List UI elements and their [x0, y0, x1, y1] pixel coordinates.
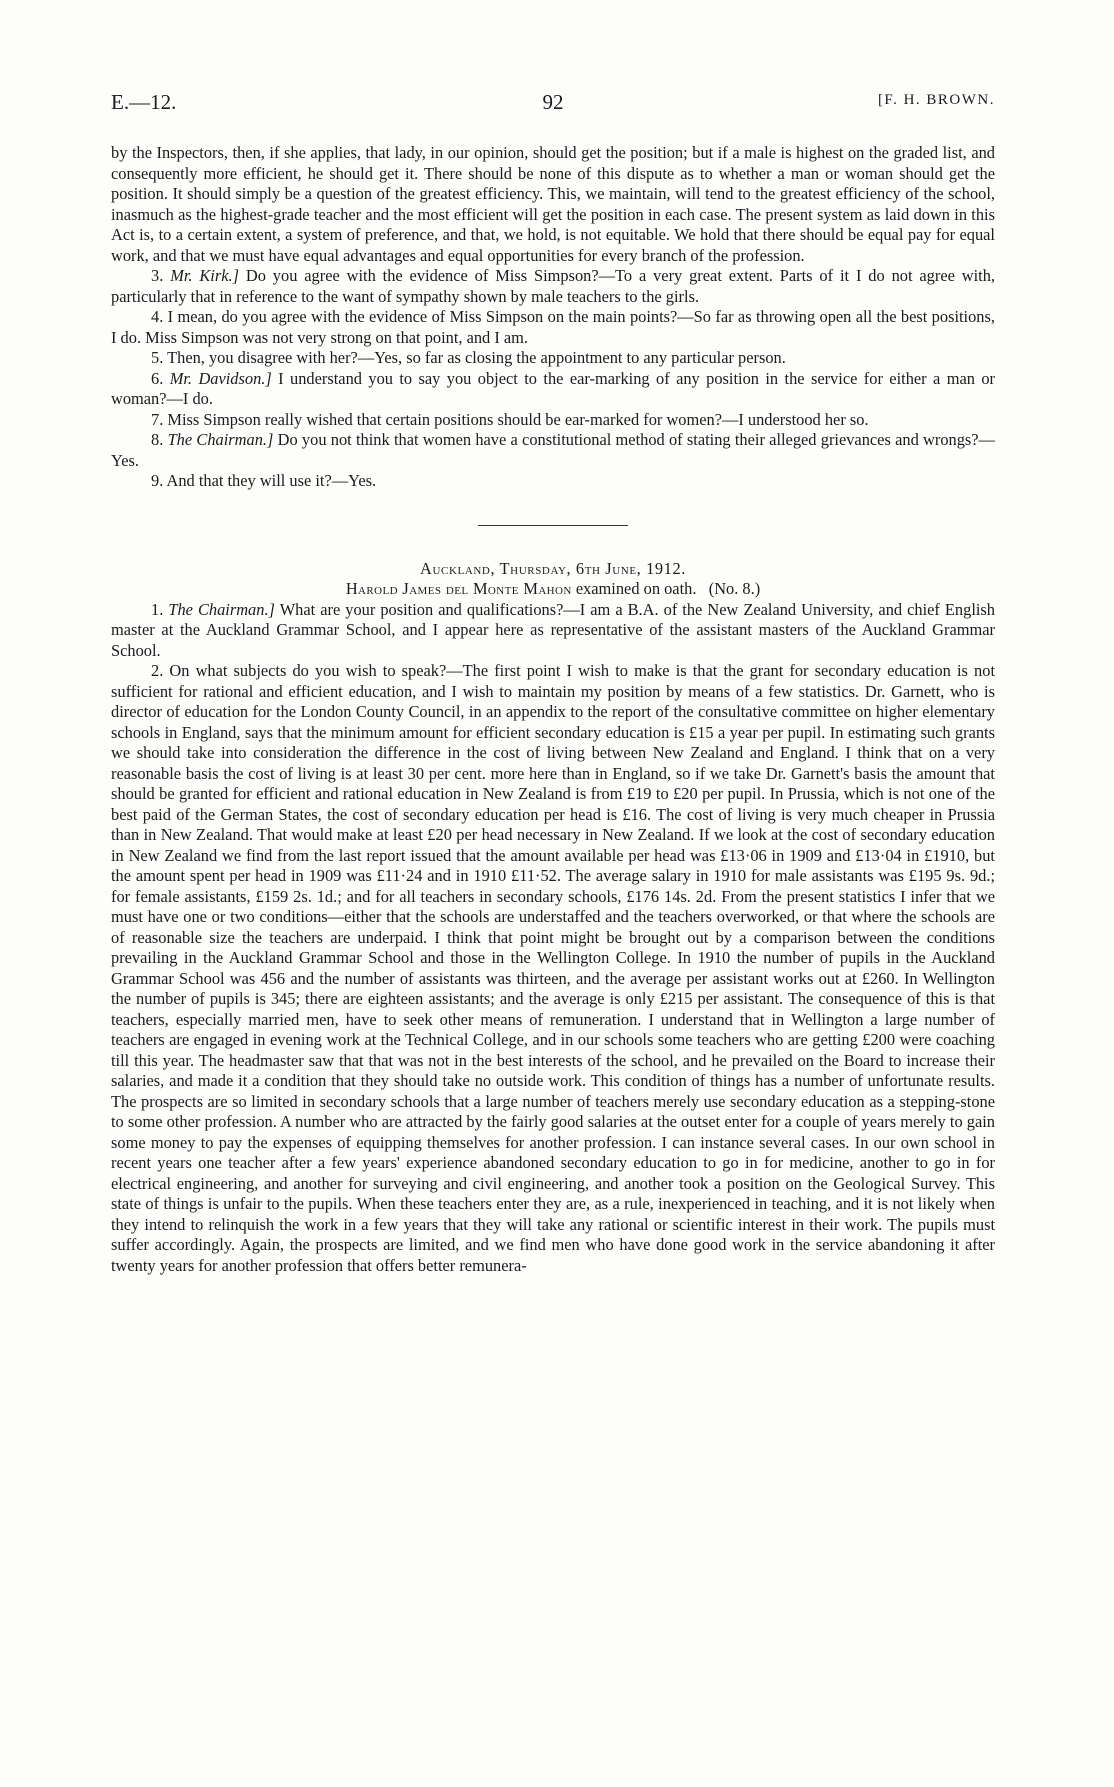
speaker-name: Mr. Kirk.]: [170, 266, 239, 285]
witness-oath: examined on oath.: [575, 579, 697, 598]
question-answer: [111, 661, 995, 1276]
question-number: 3.: [151, 266, 164, 285]
question-number: 5.: [151, 348, 164, 367]
question-text: Miss Simpson really wished that certain positions should be ear-marked for women?—I understood her so.: [167, 409, 869, 429]
question-answer: [111, 348, 995, 369]
question-number: 9.: [151, 471, 164, 490]
speaker-name: The Chairman.]: [167, 430, 274, 449]
question-text: And that they will use it?—Yes.: [166, 471, 377, 490]
question-answer: [111, 266, 995, 307]
question-answer: [111, 471, 995, 492]
question-number: 7.: [151, 409, 164, 429]
section-divider: [478, 525, 628, 526]
witness-running-head: [F. H. BROWN.: [877, 92, 995, 108]
question-answer: [111, 600, 995, 662]
report-reference: E.—12.: [111, 90, 177, 114]
speaker-name: Mr. Davidson.]: [169, 368, 272, 388]
question-number: 2.: [151, 661, 164, 680]
page-header: [111, 90, 995, 120]
question-text: What are your position and qualifications?—I am a B.A. of the New Zealand University, and chief English master at the Auckland Grammar School, and I appear here as representative of the assistant masters of the Auckland Grammar School.: [111, 599, 995, 660]
witness-heading: [111, 579, 995, 600]
page-number: 92: [542, 90, 564, 114]
speaker-name: The Chairman.]: [168, 599, 275, 619]
question-text: Then, you disagree with her?—Yes, so far as closing the appointment to any particular person.: [167, 348, 786, 367]
witness-number: (No. 8.): [708, 579, 761, 598]
question-answer: [111, 369, 995, 410]
question-text: I mean, do you agree with the evidence of Miss Simpson on the main points?—So far as throwing open all the best positions, I do. Miss Simpson was not very strong on that point, and I am.: [111, 307, 995, 347]
question-text: I understand you to say you object to the ear-marking of any position in the service for either a man or woman?—I do.: [111, 368, 995, 408]
question-text: On what subjects do you wish to speak?—The first point I wish to make is that the grant for secondary education is not sufficient for rational and efficient education, and I wish to maintain my position by means of a few statistics. Dr. Garnett, who is director of education for the London County Council, in an appendix to the report of the consultative committee on higher elementary schools in England, says that the minimum amount for efficient secondary education is £15 a year per pupil. In estimating such grants we should take into consideration the difference in the cost of living between New Zealand and England. I think that on a very reasonable basis the cost of living is at least 30 per cent. more here than in England, so if we take Dr. Garnett's basis the amount that should be granted for efficient and rational education in New Zealand is from £19 to £20 per pupil. In Prussia, which is not one of the best paid of the German States, the cost of secondary education per head is £16. The cost of living is very much cheaper in Prussia than in New Zealand. That would make at least £20 per head necessary in New Zealand. If we look at the cost of secondary education in New Zealand we find from the last report issued that the amount available per head was £13·06 in 1909 and £13·04 in £1910, but the amount spent per head in 1909 was £11·24 and in 1910 £11·52. The average salary in 1910 for male assistants was £195 9s. 9d.; for female assistants, £159 2s. 1d.; and for all teachers in secondary schools, £176 14s. 2d. From the present statistics I infer that we must have one or two conditions—either that the schools are understaffed and the teachers overworked, or that where the schools are of reasonable size the teachers are underpaid. I think that point might be brought out by a comparison between the conditions prevailing in the Auckland Grammar School and those in the Wellington College. In 1910 the number of pupils in the Auckland Grammar School was 456 and the number of assistants was thirteen, and the average per assistant works out at £260. In Wellington the number of pupils is 345; there are eighteen assistants; and the average is only £215 per assistant. The consequence of this is that teachers, especially married men, have to seek other means of remuneration. I understand that in Wellington a large number of teachers are engaged in evening work at the Technical College, and in our schools some teachers who are getting £200 were coaching till this year. The headmaster saw that that was not in the best interests of the school, and he prevailed on the Board to increase their salaries, and made it a condition that they should take no outside work. This condition of things has a number of unfortunate results. The prospects are so limited in secondary schools that a large number of teachers merely use secondary education as a stepping-stone to some other profession. A number who are attracted by the fairly good salaries at the outset enter for a couple of years merely to gain some money to pay the expenses of equipping themselves for another profession. I can instance several cases. In our own school in recent years one teacher after a few years' experience abandoned secondary education to go in for medicine, another to go in for electrical engineering, and another for surveying and civil engineering, and another took a position on the Geological Survey. This state of things is unfair to the pupils. When these teachers enter they are, as a rule, inexperienced in teaching, and it is not likely when they intend to relinquish the work in a few years that they will take any rational or scientific interest in their work. The pupils must suffer accordingly. Again, the prospects are limited, and we find men who have done good work in the service abandoning it after twenty years for another profession that offers better remunera-: [111, 661, 995, 1275]
section-kirk-questions: [111, 266, 995, 492]
section-mahon-evidence: [111, 600, 995, 1277]
witness-name: Harold James del Monte Mahon: [345, 579, 572, 598]
question-text: Do you not think that women have a constitutional method of stating their alleged grievances and wrongs?—Yes.: [111, 430, 995, 470]
session-place-date: Auckland, Thursday, 6th June, 1912.: [420, 558, 686, 578]
body-text: [111, 143, 995, 1276]
question-number: 8.: [151, 430, 164, 449]
intro-paragraph: by the Inspectors, then, if she applies, that lady, in our opinion, should get the position; but if a male is highest on the graded list, and consequently more efficient, he should get it. There should be none of this dispute as to whether a man or woman should get the position. It should simply be a question of the greatest efficiency. This, we maintain, will tend to the greatest efficiency of the school, inasmuch as the highest-grade teacher and the most efficient will get the position in each case. The present system as laid down in this Act is, to a certain extent, a system of preference, and that, we hold, is not equitable. We hold that there should be equal pay for equal work, and that we must have equal advantages and equal opportunities for every branch of the profession.: [111, 143, 995, 265]
question-answer: [111, 430, 995, 471]
question-answer: [111, 307, 995, 348]
question-text: Do you agree with the evidence of Miss Simpson?—To a very great extent. Parts of it I do not agree with, particularly that in reference to the want of sympathy shown by male teachers to the girls.: [111, 266, 995, 306]
question-answer: [111, 410, 995, 431]
question-number: 4.: [151, 307, 164, 326]
question-number: 1.: [151, 599, 164, 619]
question-number: 6.: [151, 368, 164, 388]
